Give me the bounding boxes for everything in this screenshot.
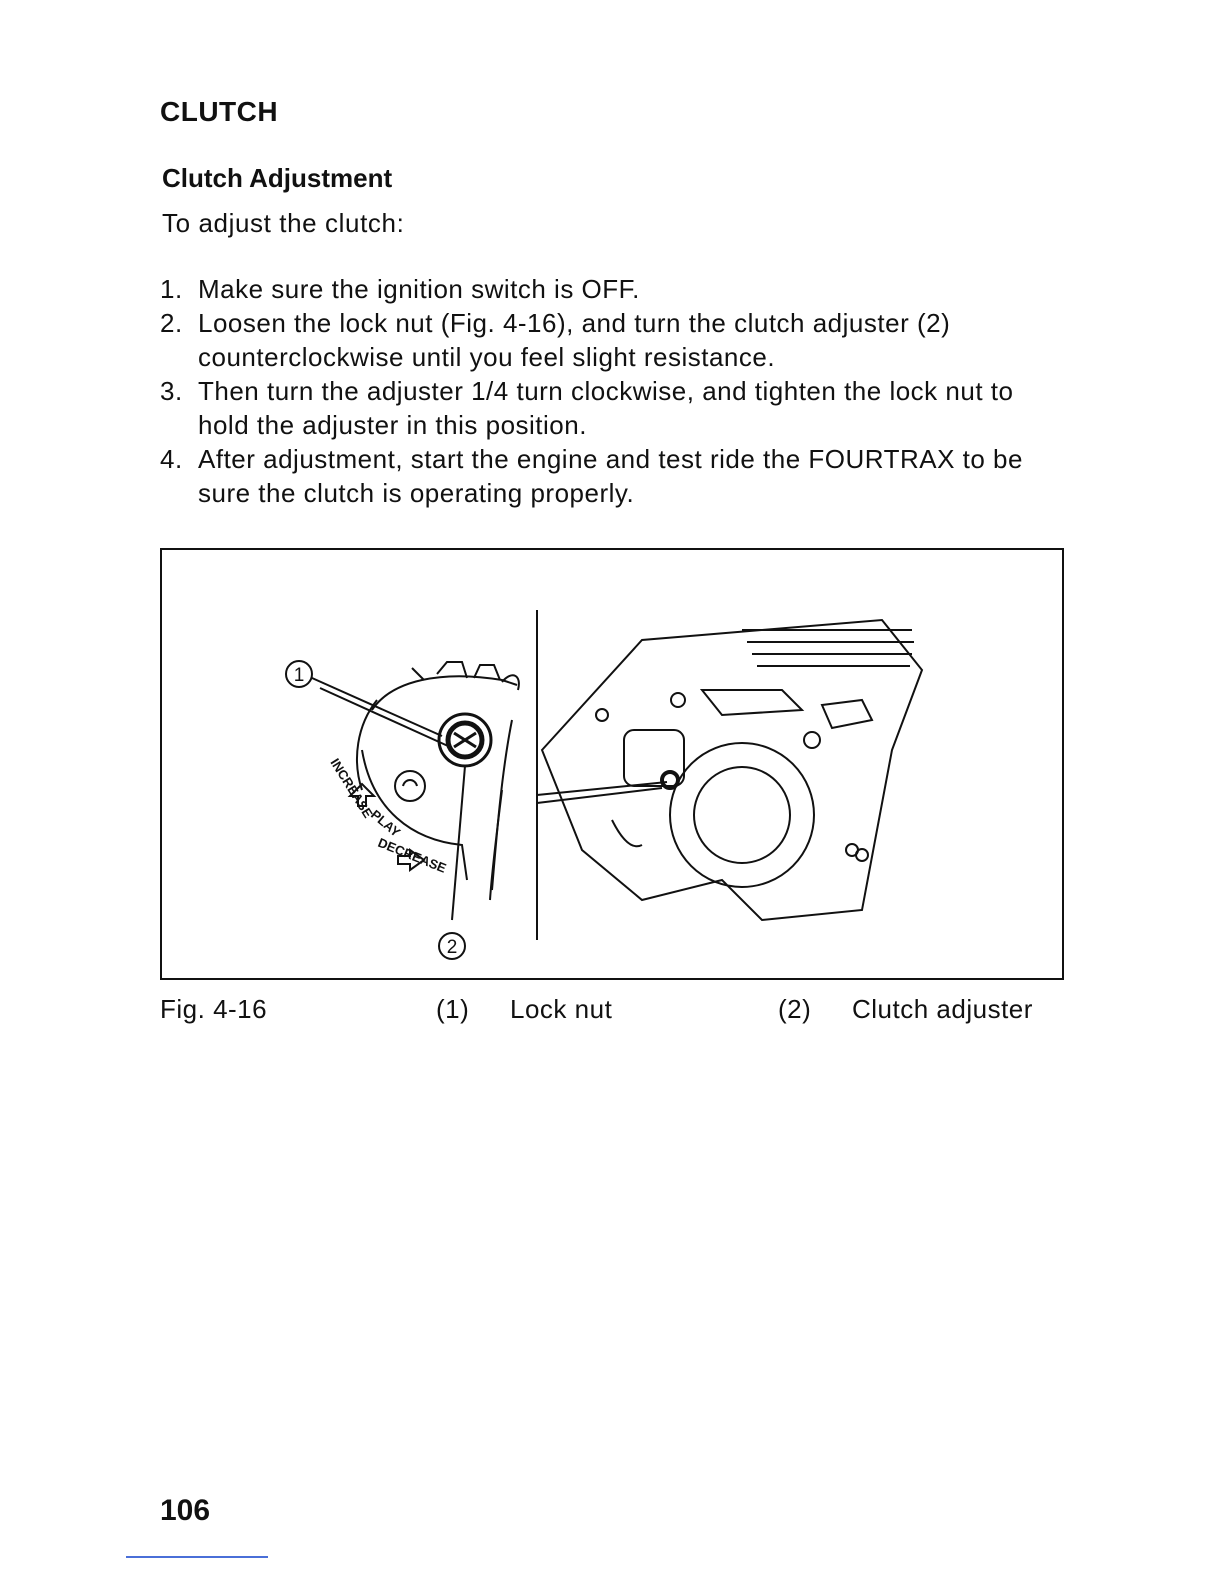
caption-item-1-number: (1) [436, 994, 470, 1024]
increase-label: INCREASE [327, 755, 376, 821]
step-number: 3. [160, 376, 183, 406]
step-item [160, 442, 1070, 510]
section-title: CLUTCH [160, 96, 279, 127]
leader-line-1 [312, 678, 442, 736]
step-text: After adjustment, start the engine and test ride the FOURTRAX to be sure the clutch is operating properly. [198, 444, 1023, 508]
steps-list [160, 272, 1070, 510]
caption-item-2-text: Clutch adjuster [852, 994, 1033, 1024]
subsection-title: Clutch Adjustment [162, 163, 393, 193]
step-number: 2. [160, 308, 183, 338]
clutch-cover-outline [372, 676, 517, 710]
caption-item-2-number: (2) [778, 994, 812, 1024]
step-text: Loosen the lock nut (Fig. 4-16), and turn the clutch adjuster (2) counterclockwise until you feel slight resistance. [198, 308, 951, 372]
step-text: Then turn the adjuster 1/4 turn clockwise, and tighten the lock nut to hold the adjuster in this position. [198, 376, 1014, 440]
inspection-plug [395, 771, 425, 801]
clutch-cover-large [670, 743, 814, 887]
step-text: Make sure the ignition switch is OFF. [198, 274, 640, 304]
caption-item-1-text: Lock nut [510, 994, 613, 1024]
clutch-illustration [162, 550, 1062, 978]
figure-4-16 [160, 548, 1064, 980]
callout-2: 2 [446, 937, 458, 958]
play-label: PLAY [368, 806, 404, 840]
callout-1: 1 [293, 665, 305, 686]
bottom-rule [126, 1556, 268, 1558]
intro-text: To adjust the clutch: [162, 208, 405, 238]
step-number: 1. [160, 274, 183, 304]
step-item [160, 306, 1070, 374]
decrease-label: DECREASE [375, 834, 449, 876]
cover-right-contour [492, 720, 512, 890]
cylinder-fins [742, 630, 914, 666]
figure-label: Fig. 4-16 [160, 994, 268, 1024]
clutch-housing [624, 730, 684, 786]
step-item [160, 272, 1070, 306]
step-item [160, 374, 1070, 442]
page-number: 106 [160, 1494, 211, 1527]
step-number: 4. [160, 444, 183, 474]
